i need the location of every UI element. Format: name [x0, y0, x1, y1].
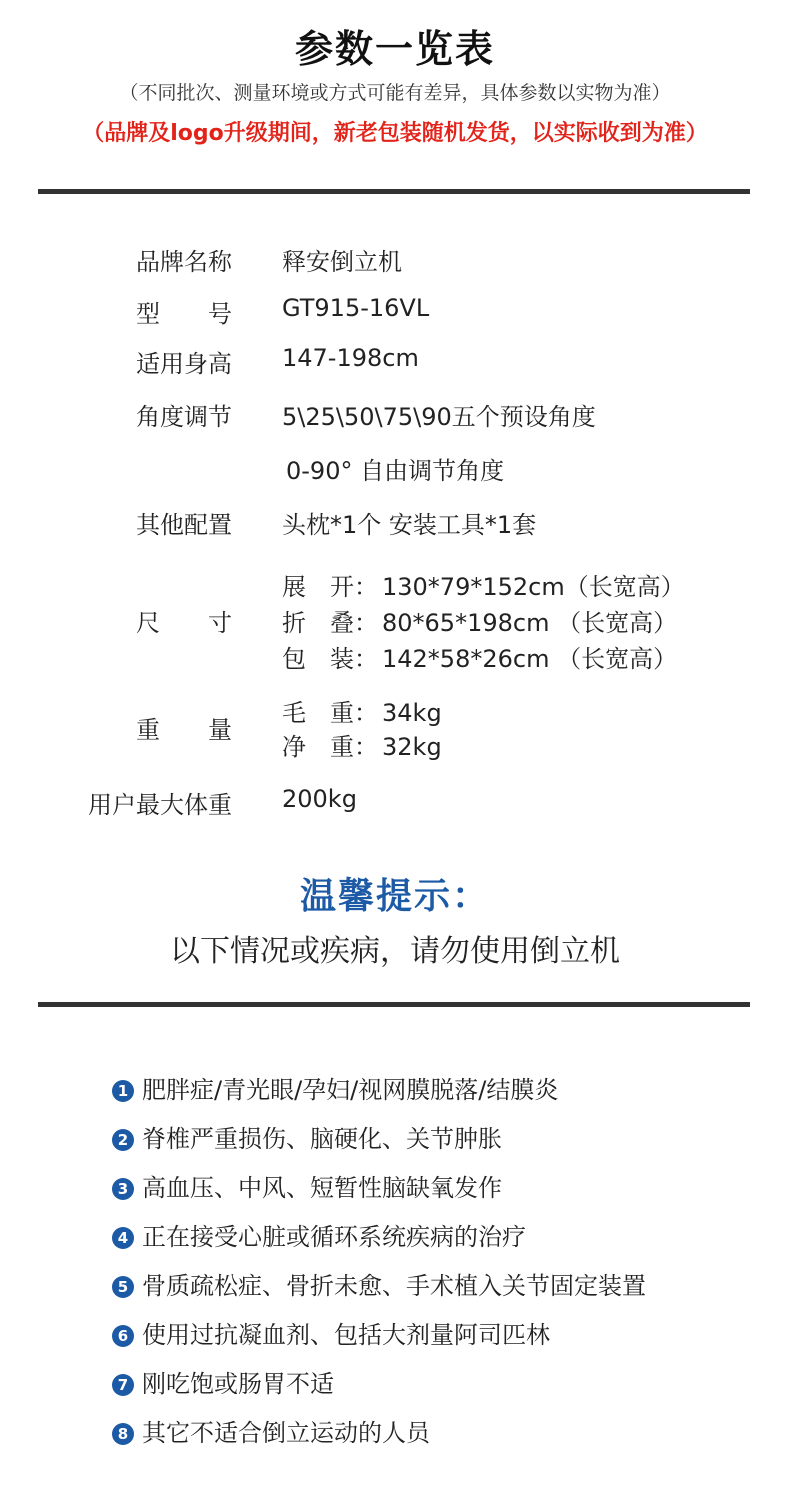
spec-label-model: 型 号: [136, 300, 232, 328]
weight-key: 毛 重：: [282, 699, 378, 727]
spec-size-row: [282, 603, 677, 638]
number-badge-icon: 4: [112, 1227, 134, 1249]
spec-label-angle: 角度调节: [136, 403, 232, 431]
weight-value: 32kg: [382, 733, 442, 761]
spec-label-config: 其他配置: [136, 511, 232, 539]
list-item-text: 其它不适合倒立运动的人员: [142, 1419, 430, 1447]
list-item-text: 肥胖症/青光眼/孕妇/视网膜脱落/结膜炎: [142, 1076, 559, 1104]
number-badge-icon: 2: [112, 1129, 134, 1151]
spec-value-brand: 释安倒立机: [282, 248, 402, 276]
spec-label-max-user: 用户最大体重: [88, 791, 232, 819]
list-item-text: 骨质疏松症、骨折未愈、手术植入关节固定装置: [142, 1272, 646, 1300]
size-key: 展 开：: [282, 573, 378, 601]
number-badge-icon: 1: [112, 1080, 134, 1102]
list-item: [112, 1315, 550, 1350]
weight-key: 净 重：: [282, 733, 378, 761]
list-item-text: 脊椎严重损伤、脑硬化、关节肿胀: [142, 1125, 502, 1153]
spec-value-model: GT915-16VL: [282, 294, 430, 322]
list-item-text: 高血压、中风、短暂性脑缺氧发作: [142, 1174, 502, 1202]
tips-subheading: 以下情况或疾病，请勿使用倒立机: [170, 934, 620, 969]
list-item: [112, 1217, 526, 1252]
list-item: [112, 1413, 430, 1448]
list-item: [112, 1266, 646, 1301]
size-key: 包 装：: [282, 645, 378, 673]
spec-value-max-user: 200kg: [282, 785, 357, 813]
spec-value-angle-free: 0-90° 自由调节角度: [286, 457, 505, 485]
tips-heading: 温馨提示：: [299, 876, 490, 917]
spec-weight-row: [282, 727, 442, 762]
number-badge-icon: 6: [112, 1325, 134, 1347]
number-badge-icon: 5: [112, 1276, 134, 1298]
list-item-text: 使用过抗凝血剂、包括大剂量阿司匹林: [142, 1321, 550, 1349]
size-value: 142*58*26cm （长宽高）: [382, 645, 678, 673]
page-title: 参数一览表: [294, 27, 495, 71]
spec-label-size: 尺 寸: [136, 609, 232, 637]
spec-weight-row: [282, 693, 442, 728]
spec-size-row: [282, 567, 685, 602]
list-item: [112, 1168, 502, 1203]
list-item-text: 正在接受心脏或循环系统疾病的治疗: [142, 1223, 526, 1251]
divider: [38, 189, 750, 194]
list-item-text: 刚吃饱或肠胃不适: [142, 1370, 334, 1398]
spec-label-weight: 重 量: [136, 716, 232, 744]
spec-value-angle-preset: 5\25\50\75\90五个预设角度: [282, 403, 596, 431]
spec-label-brand: 品牌名称: [136, 248, 232, 276]
number-badge-icon: 3: [112, 1178, 134, 1200]
size-value: 80*65*198cm （长宽高）: [382, 609, 678, 637]
list-item: [112, 1070, 558, 1105]
list-item: [112, 1364, 334, 1399]
divider: [38, 1002, 750, 1007]
disclaimer-text: （不同批次、测量环境或方式可能有差异，具体参数以实物为准）: [119, 82, 671, 104]
spec-size-row: [282, 639, 677, 674]
number-badge-icon: 7: [112, 1374, 134, 1396]
size-key: 折 叠：: [282, 609, 378, 637]
weight-value: 34kg: [382, 699, 442, 727]
size-value: 130*79*152cm（长宽高）: [382, 573, 685, 601]
spec-value-height: 147-198cm: [282, 344, 419, 372]
spec-label-height: 适用身高: [136, 350, 232, 378]
list-item: [112, 1119, 502, 1154]
spec-value-config: 头枕*1个 安装工具*1套: [282, 511, 537, 539]
packaging-notice: （品牌及logo升级期间，新老包装随机发货，以实际收到为准）: [82, 121, 708, 146]
number-badge-icon: 8: [112, 1423, 134, 1445]
